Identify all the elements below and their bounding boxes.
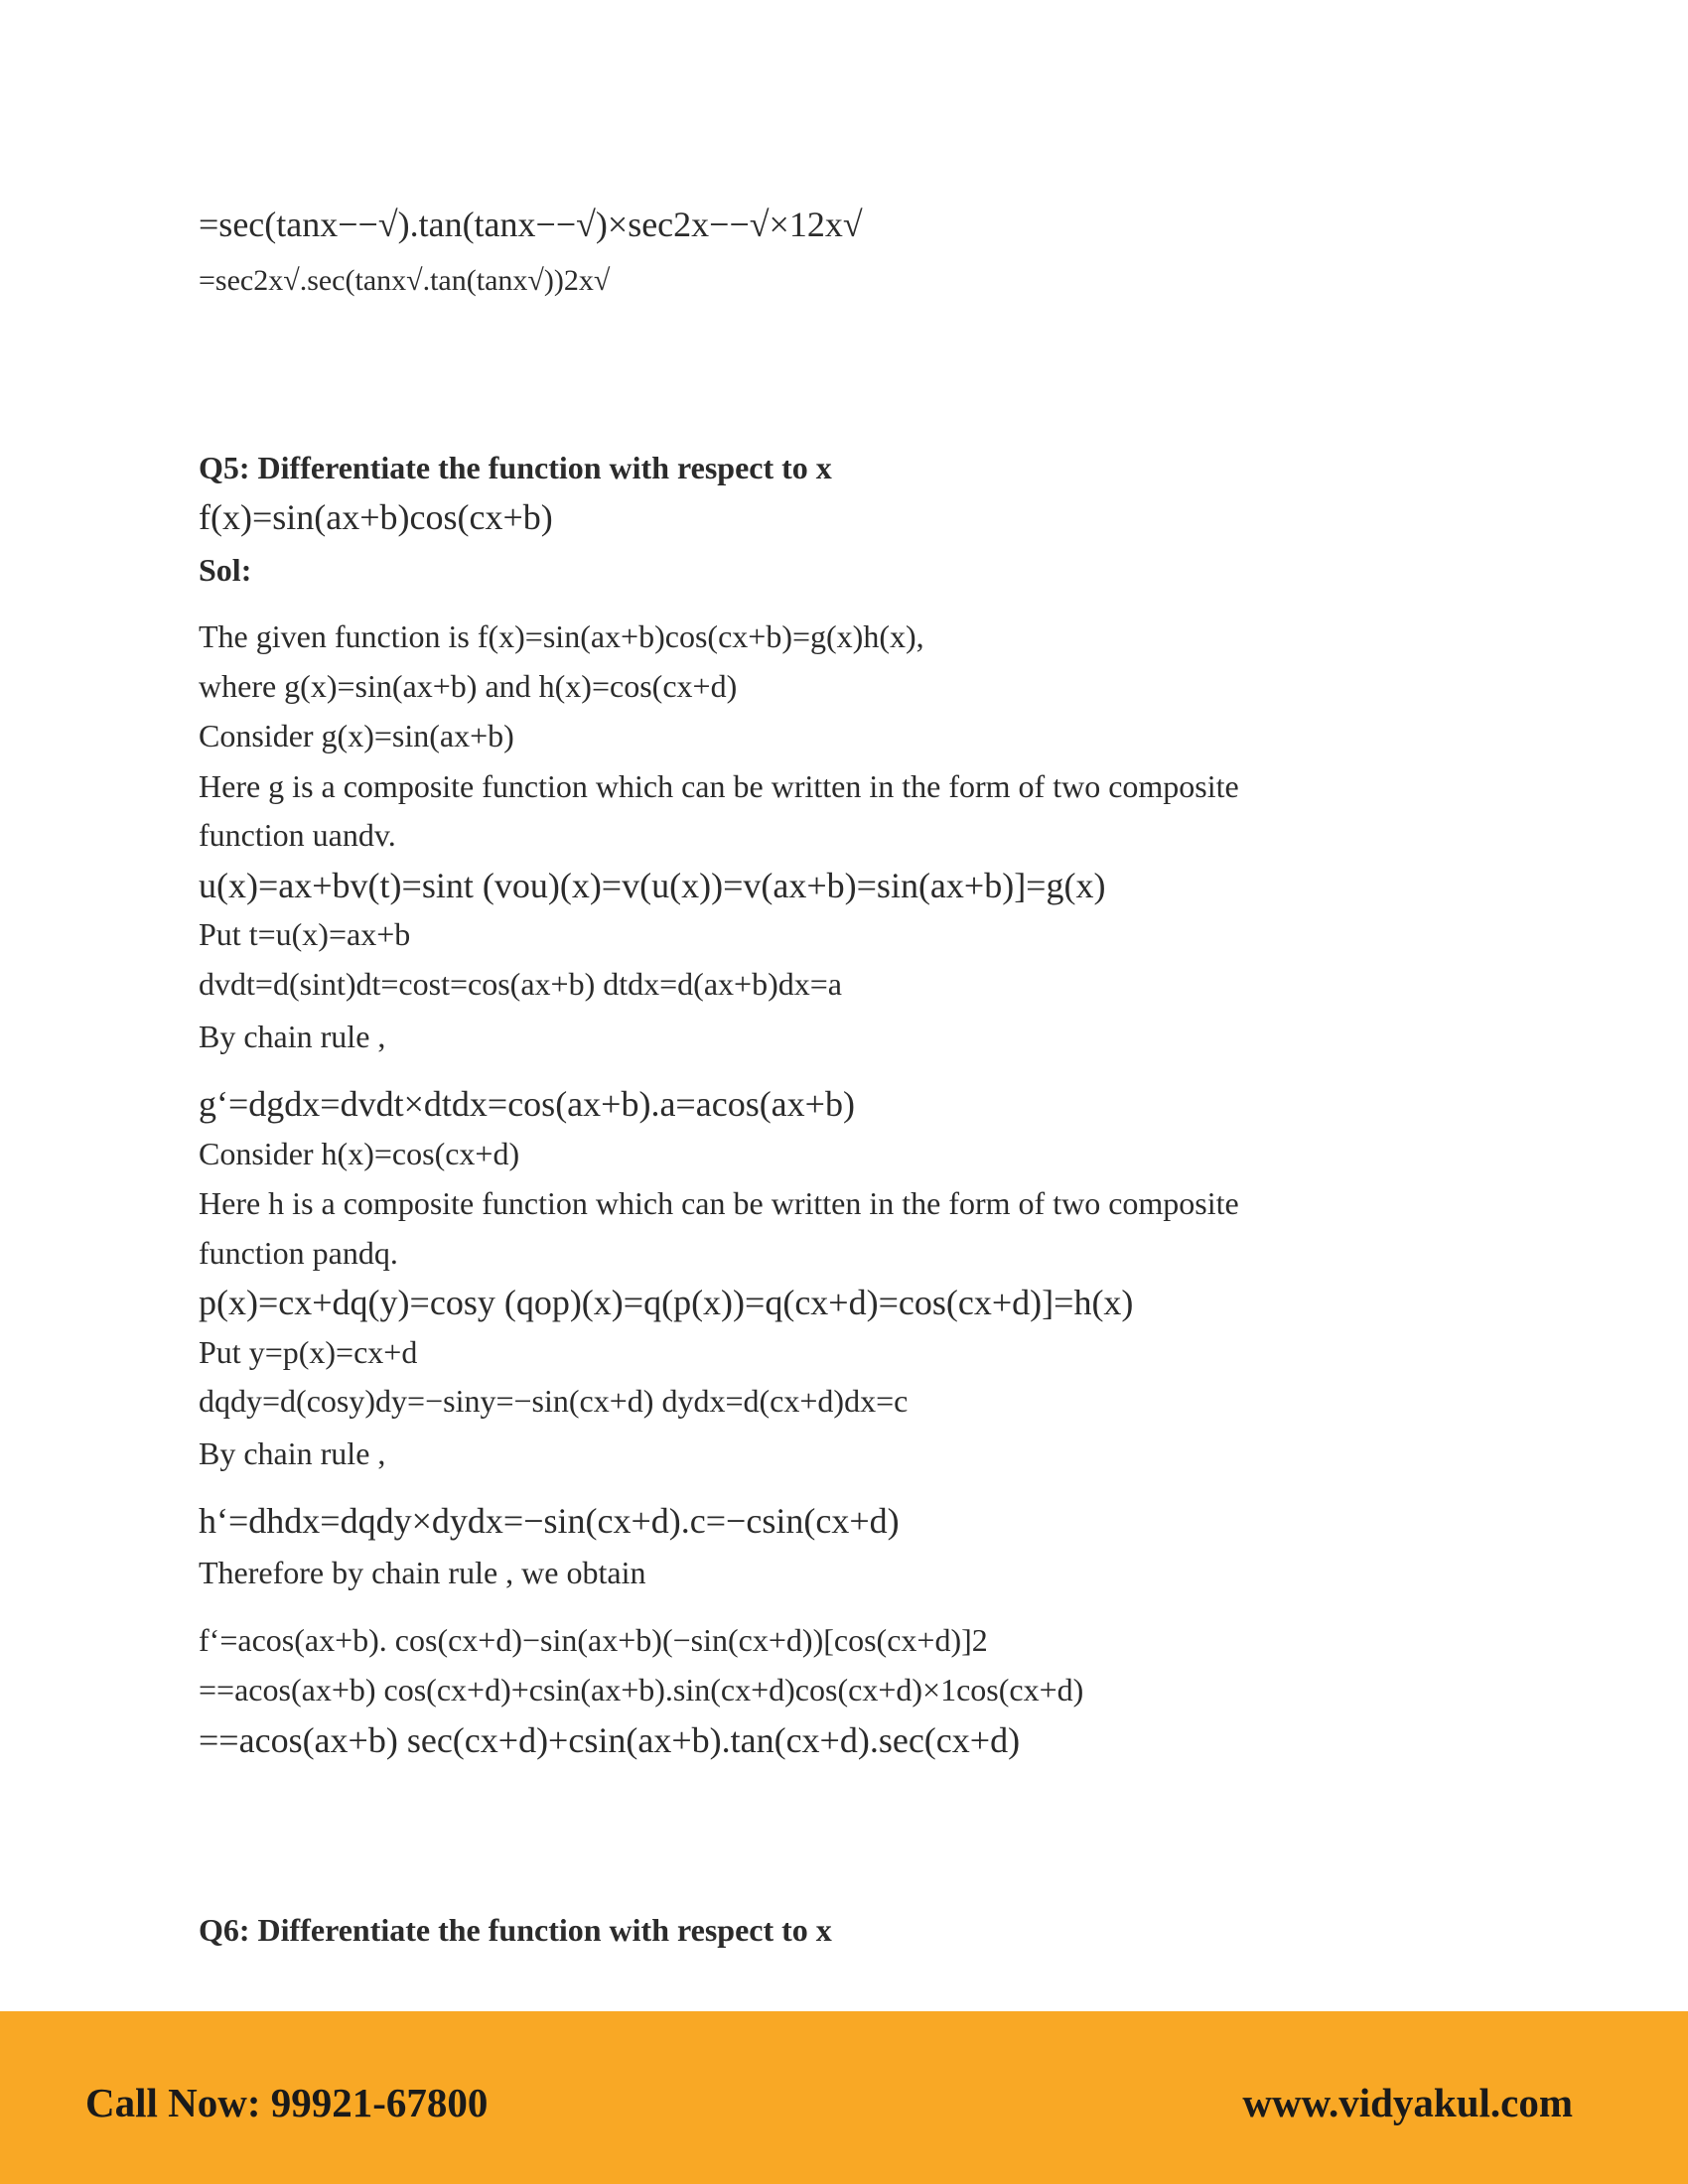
line-24: Therefore by chain rule , we obtain [199,1555,646,1590]
line-4: f(x)=sin(ax+b)cos(cx+b) [199,497,553,537]
line-6: The given function is f(x)=sin(ax+b)cos(cx+b)=g(x)h(x), [199,618,924,654]
call-now-text: Call Now: 99921-67800 [85,2080,489,2125]
q6-heading: Q6: Differentiate the function with respect to x [199,1912,832,1948]
line-11: u(x)=ax+bv(t)=sint (vou)(x)=v(u(x))=v(ax+b)=sin(ax+b)]=g(x) [199,866,1106,905]
line-18: function pandq. [199,1235,398,1271]
line-15: g‘=dgdx=dvdt×dtdx=cos(ax+b).a=acos(ax+b) [199,1084,855,1124]
footer-bar [0,2011,1688,2184]
line-10: function uandv. [199,817,396,853]
line-21: dqdy=d(cosy)dy=−siny=−sin(cx+d) dydx=d(cx+d)dx=c [199,1383,909,1419]
line-25: f‘=acos(ax+b). cos(cx+d)−sin(ax+b)(−sin(cx+d))[cos(cx+d)]2 [199,1622,988,1658]
q5-heading: Q5: Differentiate the function with respect to x [199,450,832,485]
line-8: Consider g(x)=sin(ax+b) [199,718,514,753]
line-23: h‘=dhdx=dqdy×dydx=−sin(cx+d).c=−csin(cx+d) [199,1501,900,1541]
line-26: ==acos(ax+b) cos(cx+d)+csin(ax+b).sin(cx+d)cos(cx+d)×1cos(cx+d) [199,1672,1084,1707]
line-17: Here h is a composite function which can be written in the form of two composite [199,1185,1239,1221]
line-16: Consider h(x)=cos(cx+d) [199,1136,520,1171]
line-27: ==acos(ax+b) sec(cx+d)+csin(ax+b).tan(cx+d).sec(cx+d) [199,1720,1021,1760]
line-2: =sec2x√.sec(tanx√.tan(tanx√))2x√ [199,264,611,297]
line-9: Here g is a composite function which can be written in the form of two composite [199,768,1239,804]
sol-label: Sol: [199,552,252,588]
line-1: =sec(tanx−−√).tan(tanx−−√)×sec2x−−√×12x√ [199,205,863,244]
website-link[interactable]: www.vidyakul.com [1242,2080,1573,2125]
line-20: Put y=p(x)=cx+d [199,1334,418,1370]
line-12: Put t=u(x)=ax+b [199,916,411,952]
line-7: where g(x)=sin(ax+b) and h(x)=cos(cx+d) [199,668,738,704]
line-19: p(x)=cx+dq(y)=cosy (qop)(x)=q(p(x))=q(cx+d)=cos(cx+d)]=h(x) [199,1283,1134,1322]
line-14: By chain rule , [199,1019,386,1054]
line-22: By chain rule , [199,1435,386,1471]
line-13: dvdt=d(sint)dt=cost=cos(ax+b) dtdx=d(ax+b)dx=a [199,966,842,1002]
